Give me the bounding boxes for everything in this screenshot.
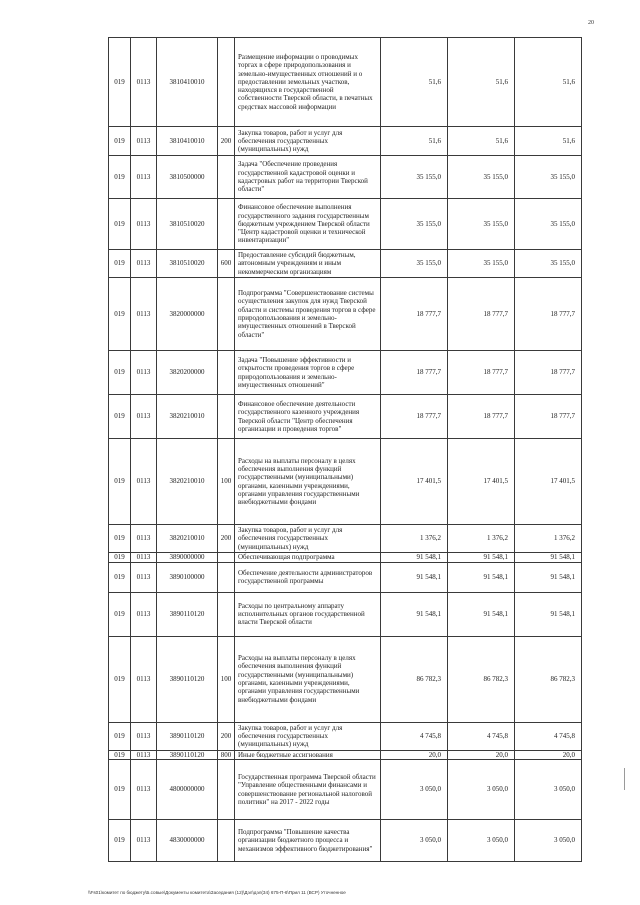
table-row: [109, 395, 582, 439]
table-row: [109, 250, 582, 278]
amount-cell: 35 155,0: [381, 250, 448, 278]
expense-type-cell: 100: [218, 636, 235, 722]
amount-cell: 51,6: [448, 38, 515, 127]
target-code-cell: 3890110120: [157, 592, 218, 636]
admin-code-cell: 019: [109, 127, 131, 156]
expense-type-cell: [218, 278, 235, 351]
target-code-cell: 3810410010: [157, 38, 218, 127]
admin-code-cell: 019: [109, 250, 131, 278]
expense-type-cell: [218, 760, 235, 820]
target-code-cell: 3810510020: [157, 250, 218, 278]
section-code-cell: 0113: [131, 820, 157, 862]
amount-cell: 35 155,0: [381, 199, 448, 250]
admin-code-cell: 019: [109, 395, 131, 439]
amount-cell: 3 050,0: [448, 820, 515, 862]
section-code-cell: 0113: [131, 278, 157, 351]
expense-type-cell: 200: [218, 127, 235, 156]
table-row: [109, 760, 582, 820]
section-code-cell: 0113: [131, 592, 157, 636]
expense-type-cell: [218, 351, 235, 395]
amount-cell: 18 777,7: [515, 278, 582, 351]
section-code-cell: 0113: [131, 722, 157, 750]
admin-code-cell: 019: [109, 38, 131, 127]
description-cell: Подпрограмма "Совершенствование системы осуществления закупок для нужд Тверской области и системы проведения торгов в сфере природопользования и земельно-имущественных отношений в Тверской области": [235, 278, 381, 351]
amount-cell: 18 777,7: [448, 395, 515, 439]
table-row: [109, 525, 582, 553]
amount-cell: 86 782,3: [448, 636, 515, 722]
admin-code-cell: 019: [109, 199, 131, 250]
section-code-cell: 0113: [131, 760, 157, 820]
amount-cell: 91 548,1: [448, 592, 515, 636]
target-code-cell: 3890110120: [157, 750, 218, 760]
description-cell: Иные бюджетные ассигнования: [235, 750, 381, 760]
table-row: [109, 439, 582, 525]
description-cell: Закупка товаров, работ и услуг для обеспечения государственных (муниципальных) нужд: [235, 127, 381, 156]
target-code-cell: 3890110120: [157, 722, 218, 750]
admin-code-cell: 019: [109, 722, 131, 750]
expense-type-cell: 100: [218, 439, 235, 525]
amount-cell: 51,6: [515, 38, 582, 127]
section-code-cell: 0113: [131, 750, 157, 760]
amount-cell: 91 548,1: [448, 562, 515, 592]
amount-cell: 20,0: [515, 750, 582, 760]
amount-cell: 3 050,0: [381, 820, 448, 862]
admin-code-cell: 019: [109, 278, 131, 351]
amount-cell: 1 376,2: [515, 525, 582, 553]
table-body: [109, 38, 582, 862]
description-cell: Размещение информации о проводимых торгах в сфере природопользования и земельно-имущественных отношений и о предоставлении земельных участков, находящихся в государственной собственности Тверской области, в печатных средствах массовой информации: [235, 38, 381, 127]
admin-code-cell: 019: [109, 820, 131, 862]
table-row: [109, 127, 582, 156]
description-cell: Обеспечивающая подпрограмма: [235, 553, 381, 563]
amount-cell: 51,6: [448, 127, 515, 156]
amount-cell: 4 745,8: [381, 722, 448, 750]
section-code-cell: 0113: [131, 156, 157, 199]
target-code-cell: 3820210010: [157, 525, 218, 553]
amount-cell: 91 548,1: [515, 553, 582, 563]
amount-cell: 91 548,1: [381, 592, 448, 636]
admin-code-cell: 019: [109, 156, 131, 199]
amount-cell: 51,6: [381, 127, 448, 156]
amount-cell: 91 548,1: [515, 562, 582, 592]
amount-cell: 35 155,0: [515, 156, 582, 199]
amount-cell: 91 548,1: [448, 553, 515, 563]
target-code-cell: 3820210010: [157, 395, 218, 439]
expense-type-cell: [218, 395, 235, 439]
section-code-cell: 0113: [131, 439, 157, 525]
expense-type-cell: [218, 553, 235, 563]
table-row: [109, 351, 582, 395]
table-row: [109, 750, 582, 760]
amount-cell: 20,0: [381, 750, 448, 760]
amount-cell: 18 777,7: [381, 351, 448, 395]
target-code-cell: 3820200000: [157, 351, 218, 395]
admin-code-cell: 019: [109, 760, 131, 820]
description-cell: Закупка товаров, работ и услуг для обеспечения государственных (муниципальных) нужд: [235, 722, 381, 750]
target-code-cell: 3890100000: [157, 562, 218, 592]
amount-cell: 18 777,7: [515, 351, 582, 395]
description-cell: Задача "Обеспечение проведения государственной кадастровой оценки и кадастровых работ на территории Тверской области": [235, 156, 381, 199]
amount-cell: 18 777,7: [381, 395, 448, 439]
amount-cell: 18 777,7: [448, 278, 515, 351]
amount-cell: 3 050,0: [515, 760, 582, 820]
table-row: [109, 38, 582, 127]
description-cell: Финансовое обеспечение деятельности государственного казенного учреждения Тверской области "Центр обеспечения организации и проведения торгов": [235, 395, 381, 439]
description-cell: Обеспечение деятельности администраторов государственной программы: [235, 562, 381, 592]
amount-cell: 1 376,2: [448, 525, 515, 553]
target-code-cell: 3890110120: [157, 636, 218, 722]
amount-cell: 17 401,5: [448, 439, 515, 525]
target-code-cell: 3810410010: [157, 127, 218, 156]
target-code-cell: 3810510020: [157, 199, 218, 250]
expense-type-cell: [218, 820, 235, 862]
amount-cell: 86 782,3: [381, 636, 448, 722]
section-code-cell: 0113: [131, 351, 157, 395]
description-cell: Финансовое обеспечение выполнения государственного задания государственным бюджетным учреждением Тверской области "Центр кадастровой оценки и технической инвентаризации": [235, 199, 381, 250]
amount-cell: 86 782,3: [515, 636, 582, 722]
section-code-cell: 0113: [131, 395, 157, 439]
amount-cell: 51,6: [515, 127, 582, 156]
footer-file-path: \\Fs01\комитет по бюджету\Б.совые\Документы комитета\Заседания (12)\Дэл\дэл(34) 675-П-6\Прил 11 (ВСР) Уточненное: [88, 890, 346, 895]
admin-code-cell: 019: [109, 636, 131, 722]
table-row: [109, 553, 582, 563]
target-code-cell: 3820000000: [157, 278, 218, 351]
section-code-cell: 0113: [131, 525, 157, 553]
table-row: [109, 199, 582, 250]
amount-cell: 35 155,0: [448, 250, 515, 278]
amount-cell: 35 155,0: [515, 199, 582, 250]
target-code-cell: 3810500000: [157, 156, 218, 199]
target-code-cell: 4800000000: [157, 760, 218, 820]
amount-cell: 91 548,1: [515, 592, 582, 636]
description-cell: Государственная программа Тверской области "Управление общественными финансами и совершенствование региональной налоговой политики" на 2017 - 2022 годы: [235, 760, 381, 820]
expense-type-cell: 800: [218, 750, 235, 760]
amount-cell: 91 548,1: [381, 553, 448, 563]
description-cell: Задача "Повышение эффективности и открытости проведения торгов в сфере природопользования и земельно-имущественных отношений": [235, 351, 381, 395]
expense-type-cell: 600: [218, 250, 235, 278]
amount-cell: 35 155,0: [381, 156, 448, 199]
admin-code-cell: 019: [109, 439, 131, 525]
amount-cell: 17 401,5: [381, 439, 448, 525]
amount-cell: 51,6: [381, 38, 448, 127]
admin-code-cell: 019: [109, 525, 131, 553]
table-row: [109, 592, 582, 636]
amount-cell: 4 745,8: [448, 722, 515, 750]
expense-type-cell: 200: [218, 722, 235, 750]
expense-type-cell: 200: [218, 525, 235, 553]
expense-type-cell: [218, 38, 235, 127]
table-row: [109, 636, 582, 722]
admin-code-cell: 019: [109, 553, 131, 563]
amount-cell: 1 376,2: [381, 525, 448, 553]
amount-cell: 20,0: [448, 750, 515, 760]
section-code-cell: 0113: [131, 127, 157, 156]
target-code-cell: 3820210010: [157, 439, 218, 525]
amount-cell: 3 050,0: [515, 820, 582, 862]
section-code-cell: 0113: [131, 250, 157, 278]
amount-cell: 18 777,7: [515, 395, 582, 439]
admin-code-cell: 019: [109, 592, 131, 636]
description-cell: Расходы на выплаты персоналу в целях обеспечения выполнения функций государственными (муниципальными) органами, казенными учреждениями, органами управления государственными внебюджетными фондами: [235, 439, 381, 525]
section-code-cell: 0113: [131, 38, 157, 127]
page-number: 20: [588, 20, 594, 26]
amount-cell: 3 050,0: [381, 760, 448, 820]
description-cell: Расходы по центральному аппарату исполнительных органов государственной власти Тверской области: [235, 592, 381, 636]
expense-type-cell: [218, 562, 235, 592]
section-code-cell: 0113: [131, 636, 157, 722]
expense-type-cell: [218, 592, 235, 636]
amount-cell: 35 155,0: [515, 250, 582, 278]
table-row: [109, 562, 582, 592]
description-cell: Предоставление субсидий бюджетным, автономным учреждениям и иным некоммерческим организациям: [235, 250, 381, 278]
target-code-cell: 4830000000: [157, 820, 218, 862]
amount-cell: 18 777,7: [381, 278, 448, 351]
amount-cell: 18 777,7: [448, 351, 515, 395]
amount-cell: 35 155,0: [448, 156, 515, 199]
description-cell: Подпрограмма "Повышение качества организации бюджетного процесса и механизмов эффективного бюджетирования": [235, 820, 381, 862]
description-cell: Закупка товаров, работ и услуг для обеспечения государственных (муниципальных) нужд: [235, 525, 381, 553]
amount-cell: 17 401,5: [515, 439, 582, 525]
section-code-cell: 0113: [131, 199, 157, 250]
admin-code-cell: 019: [109, 562, 131, 592]
budget-table: [108, 37, 582, 862]
section-code-cell: 0113: [131, 562, 157, 592]
amount-cell: 3 050,0: [448, 760, 515, 820]
margin-mark: [624, 768, 625, 790]
description-cell: Расходы на выплаты персоналу в целях обеспечения выполнения функций государственными (муниципальными) органами, казенными учреждениями, органами управления государственными внебюджетными фондами: [235, 636, 381, 722]
section-code-cell: 0113: [131, 553, 157, 563]
admin-code-cell: 019: [109, 351, 131, 395]
amount-cell: 4 745,8: [515, 722, 582, 750]
table-row: [109, 278, 582, 351]
admin-code-cell: 019: [109, 750, 131, 760]
table-row: [109, 722, 582, 750]
expense-type-cell: [218, 199, 235, 250]
amount-cell: 35 155,0: [448, 199, 515, 250]
target-code-cell: 3890000000: [157, 553, 218, 563]
amount-cell: 91 548,1: [381, 562, 448, 592]
expense-type-cell: [218, 156, 235, 199]
table-row: [109, 820, 582, 862]
table-row: [109, 156, 582, 199]
